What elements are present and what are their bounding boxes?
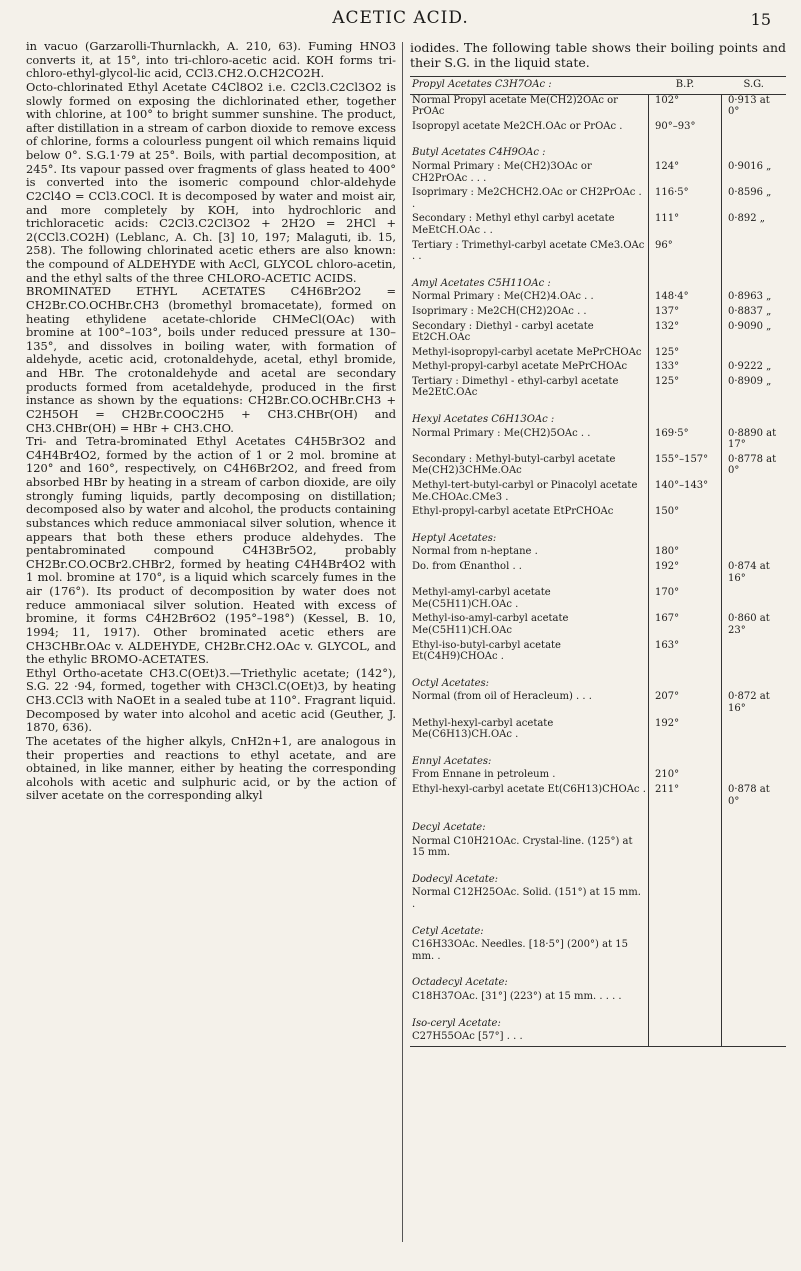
cell-name: Iso-ceryl Acetate:: [410, 1006, 649, 1032]
paragraph: Ethyl Ortho-acetate CH3.C(OEt)3.—Triethylic acetate; (142°), S.G. 22 ·94, formed, together with CH3Cl.C(OEt)3, by heating CH3.CCl3 with NaOEt in a sealed tube at 110°. Fragrant liquid. Decomposed by water into alcohol and acetic acid (Geuther, J. 1870, 636).: [26, 665, 396, 735]
cell-boiling-point: 192°: [649, 561, 722, 587]
cell-name: Isoprimary : Me2CH(CH2)2OAc . .: [410, 306, 649, 321]
cell-specific-gravity: [722, 521, 787, 547]
table-row: [410, 546, 786, 561]
cell-boiling-point: [649, 666, 722, 692]
cell-specific-gravity: 0·8890 at 17°: [728, 427, 777, 451]
cell-specific-gravity: 0·874 at 16°: [728, 561, 770, 584]
cell-name: Do. from Œnanthol . .: [410, 561, 649, 587]
cell-specific-gravity: [722, 1006, 787, 1032]
table-group-heading: [410, 666, 786, 692]
cell-specific-gravity: [722, 887, 787, 913]
cell-boiling-point: 111°: [649, 213, 722, 239]
table-group-heading: [410, 810, 786, 836]
cell-name: Methyl-propyl-carbyl acetate MePrCHOAc: [410, 361, 649, 376]
cell-boiling-point: [649, 402, 722, 428]
cell-boiling-point: 116·5°: [649, 187, 722, 213]
cell-specific-gravity: [722, 836, 787, 862]
cell-name: Octadecyl Acetate:: [410, 965, 649, 991]
cell-boiling-point: [649, 521, 722, 547]
table-row: [410, 506, 786, 521]
column-header-sg: S.G.: [722, 77, 787, 95]
cell-specific-gravity: [722, 965, 787, 991]
cell-boiling-point: 210°: [649, 769, 722, 784]
cell-specific-gravity: [722, 480, 787, 506]
cell-specific-gravity: 0·872 at 16°: [728, 691, 770, 714]
table-row: [410, 784, 786, 810]
cell-name: Normal Primary : Me(CH2)3OAc or CH2PrOAc . . .: [410, 161, 649, 187]
cell-name: Normal C10H21OAc. Crystal-line. (125°) at 15 mm.: [410, 836, 649, 862]
cell-name: C18H37OAc. [31°] (223°) at 15 mm. . . . .: [410, 991, 649, 1006]
cell-name: Secondary : Methyl ethyl carbyl acetate MeEtCH.OAc . .: [410, 213, 649, 239]
column-header-bp: B.P.: [649, 77, 722, 95]
cell-specific-gravity: 0·913 at 0°: [728, 94, 770, 118]
cell-specific-gravity: [722, 506, 787, 521]
page-number: 15: [750, 10, 771, 29]
cell-boiling-point: 163°: [649, 640, 722, 666]
cell-boiling-point: 133°: [649, 361, 722, 376]
table-row: [410, 691, 786, 717]
cell-boiling-point: 207°: [649, 691, 722, 717]
cell-name: Isoprimary : Me2CHCH2.OAc or CH2PrOAc . .: [410, 187, 649, 213]
table-group-heading: [410, 266, 786, 292]
table-row: [410, 1031, 786, 1046]
cell-name: Normal (from oil of Heracleum) . . .: [410, 691, 649, 717]
cell-specific-gravity: 0·892 „: [728, 213, 765, 225]
table-row: [410, 306, 786, 321]
cell-boiling-point: 102°: [649, 94, 722, 121]
table-row: [410, 361, 786, 376]
table-row: [410, 561, 786, 587]
table-group-heading: [410, 135, 786, 161]
cell-name: Methyl-hexyl-carbyl acetate Me(C6H13)CH.OAc .: [410, 718, 649, 744]
cell-boiling-point: [649, 965, 722, 991]
cell-name: From Ennane in petroleum .: [410, 769, 649, 784]
table-row: [410, 991, 786, 1006]
table-row: [410, 161, 786, 187]
table-group-heading: [410, 914, 786, 940]
cell-boiling-point: [649, 266, 722, 292]
paragraph: The acetates of the higher alkyls, CnH2n+1, are analogous in their properties and reactions to ethyl acetate, and are obtained, in like manner, either by heating the corresponding alcohols with acetic and sulphuric acid, or by the action of silver acetate on the corresponding alkyl: [26, 733, 396, 803]
cell-specific-gravity: 0·860 at 23°: [728, 613, 770, 636]
cell-boiling-point: [649, 744, 722, 770]
table-row: [410, 613, 786, 639]
table-row: [410, 836, 786, 862]
table-row: [410, 376, 786, 402]
cell-name: Amyl Acetates C5H11OAc :: [410, 266, 649, 292]
table-group-heading: [410, 965, 786, 991]
cell-specific-gravity: [722, 402, 787, 428]
cell-name: Methyl-tert-butyl-carbyl or Pinacolyl acetate Me.CHOAc.CMe3 .: [410, 480, 649, 506]
cell-name: Secondary : Diethyl - carbyl acetate Et2CH.OAc: [410, 321, 649, 347]
table-row: [410, 887, 786, 913]
cell-name: Hexyl Acetates C6H13OAc :: [410, 402, 649, 428]
cell-name: Cetyl Acetate:: [410, 914, 649, 940]
cell-name: C27H55OAc [57°] . . .: [410, 1031, 649, 1046]
cell-specific-gravity: [722, 769, 787, 784]
table-row: [410, 240, 786, 266]
cell-name: Ennyl Acetates:: [410, 744, 649, 770]
table-row: [410, 213, 786, 239]
cell-boiling-point: 124°: [649, 161, 722, 187]
cell-specific-gravity: 0·9222 „: [728, 361, 772, 373]
cell-boiling-point: 137°: [649, 306, 722, 321]
cell-boiling-point: 167°: [649, 613, 722, 639]
table-row: [410, 718, 786, 744]
acetates-table: [410, 76, 786, 1047]
cell-name: Normal C12H25OAc. Solid. (151°) at 15 mm. .: [410, 887, 649, 913]
cell-name: Butyl Acetates C4H9OAc :: [410, 135, 649, 161]
cell-name: Normal Primary : Me(CH2)4.OAc . .: [410, 291, 649, 306]
cell-boiling-point: 125°: [649, 376, 722, 402]
cell-boiling-point: 90°–93°: [649, 121, 722, 136]
paragraph: Octo-chlorinated Ethyl Acetate C4Cl8O2 i.e. C2Cl3.C2Cl3O2 is slowly formed on exposing the dichlorinated ether, together with chlorine, at 100° to bright summer sunshine. The product, after distillation in a stream of carbon dioxide to remove excess of chlorine, forms a colourless pungent oil which remains liquid below 0°. S.G.1·79 at 25°. Boils, with partial decomposition, at 245°. Its vapour passed over fragments of glass heated to 400° is converted into the isomeric compound chlor-aldehyde C2Cl4O = CCl3.COCl. It is decomposed by water and moist air, and more completely by KOH, into hydrochloric and trichloracetic acids: C2Cl3.C2Cl3O2 + 2H2O = 2HCl + 2(CCl3.CO2H) (Leblanc, A. Ch. [3] 10, 197; Malaguti, ib. 15, 258). The following chlorinated acetic ethers are also known: the compound of ALDEHYDE with AcCl, GLYCOL chloro-acetin, and the ethyl salts of the three CHLORO-ACETIC ACIDS.: [26, 79, 396, 285]
running-title: ACETIC ACID.: [332, 8, 469, 28]
table-row: [410, 187, 786, 213]
column-divider: [402, 42, 403, 1242]
cell-name: Tertiary : Dimethyl - ethyl-carbyl acetate Me2EtC.OAc: [410, 376, 649, 402]
page-header: [0, 8, 801, 34]
cell-specific-gravity: 0·8778 at 0°: [728, 453, 777, 477]
cell-name: Ethyl-hexyl-carbyl acetate Et(C6H13)CHOAc .: [410, 784, 649, 810]
cell-boiling-point: 155°–157°: [649, 454, 722, 480]
table-group-heading: [410, 862, 786, 888]
cell-boiling-point: 211°: [649, 784, 722, 810]
cell-boiling-point: [649, 810, 722, 836]
cell-boiling-point: [649, 836, 722, 862]
cell-specific-gravity: [722, 862, 787, 888]
cell-specific-gravity: 0·8963 „: [728, 291, 772, 303]
cell-boiling-point: 180°: [649, 546, 722, 561]
cell-specific-gravity: [722, 587, 787, 613]
cell-boiling-point: 132°: [649, 321, 722, 347]
paragraph: in vacuo (Garzarolli-Thurnlackh, A. 210, 63). Fuming HNO3 converts it, at 15°, into tri-chloro-acetic acid. KOH forms tri-chloro-ethyl-glycol-lic acid, CCl3.CH2.O.CH2CO2H.: [26, 39, 396, 81]
cell-boiling-point: 125°: [649, 347, 722, 362]
cell-specific-gravity: [722, 718, 787, 744]
cell-boiling-point: [649, 1031, 722, 1046]
cell-name: Heptyl Acetates:: [410, 521, 649, 547]
cell-boiling-point: [649, 862, 722, 888]
cell-specific-gravity: [722, 266, 787, 292]
cell-specific-gravity: [722, 939, 787, 965]
cell-name: Methyl-amyl-carbyl acetate Me(C5H11)CH.OAc .: [410, 587, 649, 613]
paragraph: BROMINATED ETHYL ACETATES C4H6Br2O2 = CH2Br.CO.OCHBr.CH3 (bromethyl bromacetate), formed on heating ethylidene acetate-chloride CHMeCl(OAc) with bromine at 100°–103°, boils under reduced pressure at 130–135°, and dissolves in boiling water, with formation of aldehyde, acetic acid, crotonaldehyde, acetal, ethyl bromide, and HBr. The crotonaldehyde and acetal are secondary products formed from acetaldehyde, produced in the first instance as shown by the equations: CH2Br.CO.OCHBr.CH3 + C2H5OH = CH2Br.COOC2H5 + CH3.CHBr(OH) and CH3.CHBr(OH) = HBr + CH3.CHO.: [26, 284, 396, 435]
cell-specific-gravity: [722, 121, 787, 136]
table-row: [410, 94, 786, 121]
cell-name: Normal Propyl acetate Me(CH2)2OAc or PrOAc: [410, 94, 649, 121]
cell-specific-gravity: 0·8909 „: [728, 375, 772, 387]
table-row: [410, 291, 786, 306]
cell-name: Ethyl-propyl-carbyl acetate EtPrCHOAc: [410, 506, 649, 521]
cell-name: Normal from n-heptane .: [410, 546, 649, 561]
right-column: [410, 40, 786, 1047]
cell-name: Methyl-isopropyl-carbyl acetate MePrCHOAc: [410, 347, 649, 362]
table-group-heading: [410, 1006, 786, 1032]
cell-name: Secondary : Methyl-butyl-carbyl acetate Me(CH2)3CHMe.OAc: [410, 454, 649, 480]
table-group-heading: [410, 744, 786, 770]
table-row: [410, 428, 786, 454]
cell-specific-gravity: [722, 135, 787, 161]
cell-boiling-point: [649, 991, 722, 1006]
cell-specific-gravity: 0·8596 „: [728, 187, 772, 199]
cell-name: Octyl Acetates:: [410, 666, 649, 692]
table-row: [410, 587, 786, 613]
cell-boiling-point: 148·4°: [649, 291, 722, 306]
cell-specific-gravity: 0·9090 „: [728, 320, 772, 332]
table-header-row: [410, 77, 786, 95]
cell-boiling-point: 192°: [649, 718, 722, 744]
cell-boiling-point: [649, 135, 722, 161]
cell-name: Decyl Acetate:: [410, 810, 649, 836]
cell-specific-gravity: [722, 810, 787, 836]
cell-boiling-point: [649, 914, 722, 940]
cell-boiling-point: [649, 887, 722, 913]
cell-specific-gravity: [722, 666, 787, 692]
table-row: [410, 640, 786, 666]
cell-boiling-point: 169·5°: [649, 428, 722, 454]
left-column: [26, 40, 396, 803]
table-body: [410, 94, 786, 1046]
table-row: [410, 347, 786, 362]
cell-specific-gravity: [722, 744, 787, 770]
cell-specific-gravity: 0·8837 „: [728, 305, 772, 317]
cell-name: Methyl-iso-amyl-carbyl acetate Me(C5H11)CH.OAc: [410, 613, 649, 639]
cell-specific-gravity: [722, 1031, 787, 1046]
cell-name: Tertiary : Trimethyl-carbyl acetate CMe3.OAc . .: [410, 240, 649, 266]
paragraph: Tri- and Tetra-brominated Ethyl Acetates C4H5Br3O2 and C4H4Br4O2, formed by the action of 1 or 2 mol. bromine at 120° and 160°, respectively, on C4H6Br2O2, and freed from absorbed HBr by heating in a stream of carbon dioxide, are oily strongly fuming liquids, partly decomposing on distillation; decomposed also by water and alcohol, the products containing substances which reduce ammoniacal silver solution, whence it appears that both these ethers produce aldehydes. The pentabrominated compound C4H3Br5O2, probably CH2Br.CO.OCBr2.CHBr2, formed by heating C4H4Br4O2 with 1 mol. bromine at 170°, is a liquid which scarcely fumes in the air (176°). Its product of decomposition by water does not reduce ammoniacal silver solution. Heated with excess of bromine, it forms C4H2Br6O2 (195°–198°) (Kessel, B. 10, 1994; 11, 1917). Other brominated acetic ethers are CH3CHBr.OAc v. ALDEHYDE, CH2Br.CH2.OAc v. GLYCOL, and the ethylic BROMO-ACETATES.: [26, 434, 396, 667]
cell-boiling-point: [649, 939, 722, 965]
table-row: [410, 939, 786, 965]
table-row: [410, 769, 786, 784]
cell-boiling-point: 150°: [649, 506, 722, 521]
cell-boiling-point: 170°: [649, 587, 722, 613]
table-row: [410, 321, 786, 347]
table-intro: iodides. The following table shows their boiling points and their S.G. in the liquid state.: [410, 40, 786, 70]
column-header-name: Propyl Acetates C3H7OAc :: [410, 77, 649, 95]
cell-boiling-point: 96°: [649, 240, 722, 266]
table-group-heading: [410, 402, 786, 428]
cell-specific-gravity: [722, 347, 787, 362]
cell-name: C16H33OAc. Needles. [18·5°] (200°) at 15 mm. .: [410, 939, 649, 965]
cell-specific-gravity: [722, 240, 787, 266]
cell-name: Normal Primary : Me(CH2)5OAc . .: [410, 428, 649, 454]
cell-name: Dodecyl Acetate:: [410, 862, 649, 888]
cell-specific-gravity: [722, 914, 787, 940]
cell-specific-gravity: [722, 640, 787, 666]
cell-boiling-point: 140°–143°: [649, 480, 722, 506]
table-group-heading: [410, 521, 786, 547]
cell-specific-gravity: [722, 991, 787, 1006]
table-row: [410, 480, 786, 506]
cell-name: Isopropyl acetate Me2CH.OAc or PrOAc .: [410, 121, 649, 136]
cell-specific-gravity: 0·9016 „: [728, 160, 772, 172]
cell-name: Ethyl-iso-butyl-carbyl acetate Et(C4H9)CHOAc .: [410, 640, 649, 666]
table-row: [410, 121, 786, 136]
cell-specific-gravity: 0·878 at 0°: [728, 783, 770, 807]
table-row: [410, 454, 786, 480]
cell-specific-gravity: [722, 546, 787, 561]
cell-boiling-point: [649, 1006, 722, 1032]
